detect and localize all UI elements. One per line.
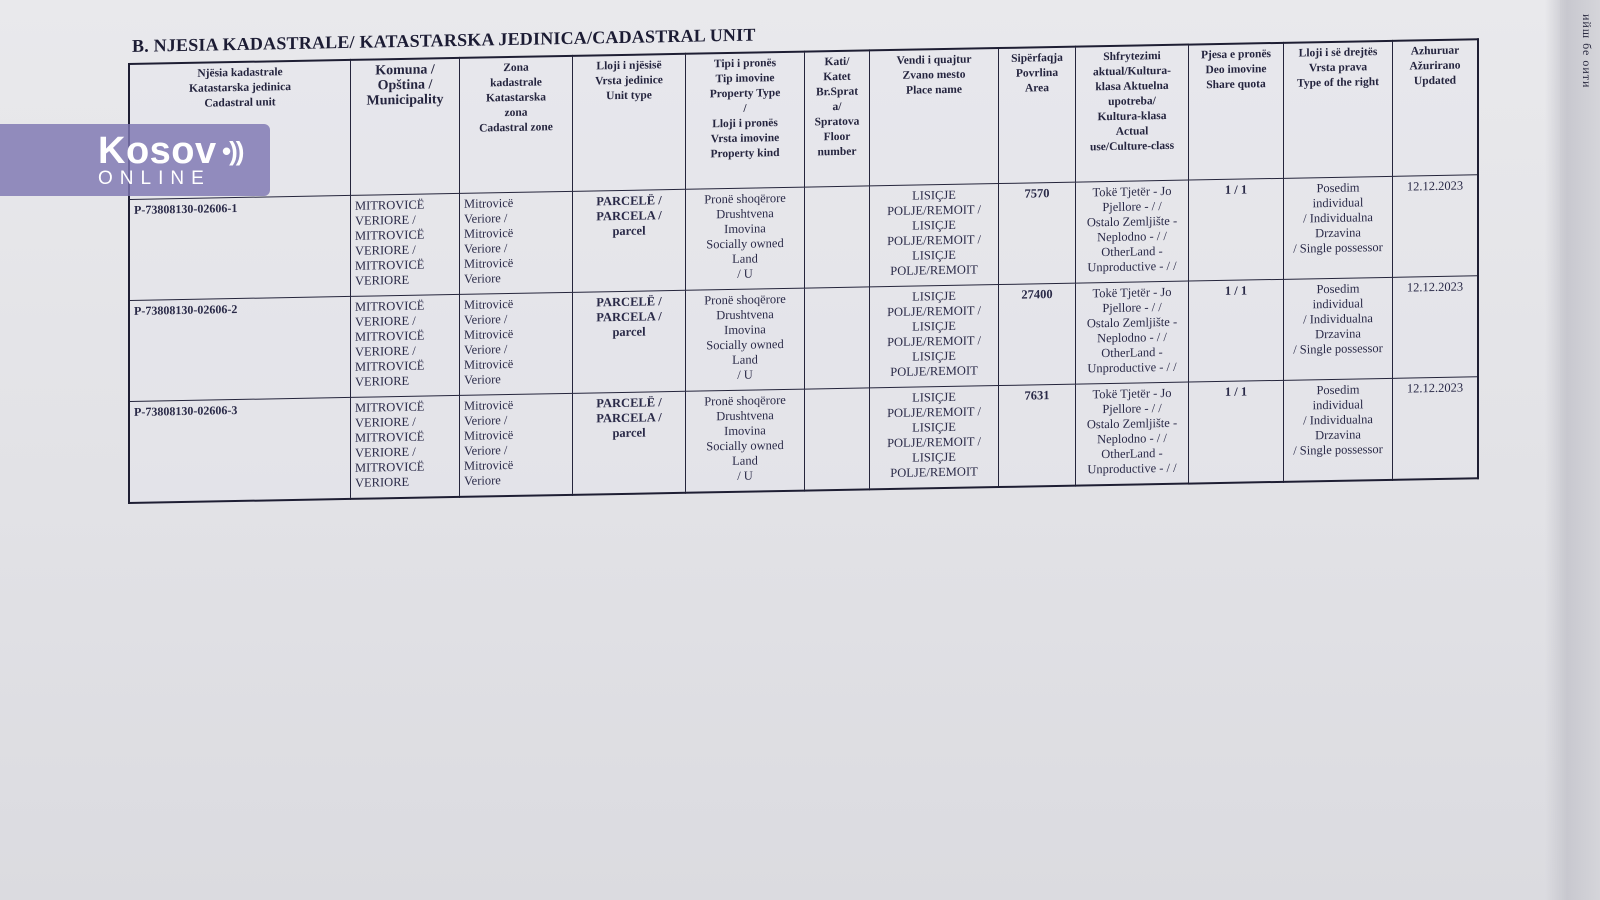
cell-line: POLJE/REMOIT / xyxy=(887,434,981,451)
header-line: Zvano mesto xyxy=(902,68,966,82)
cell-line: Drushtvena xyxy=(716,206,774,222)
header-line: Share quota xyxy=(1206,78,1266,92)
cell-right-type xyxy=(1284,277,1393,380)
cell-place-name xyxy=(870,386,999,490)
cell-line: PARCELA / xyxy=(596,410,662,426)
header-line: Updated xyxy=(1413,74,1457,88)
header-line: klasa Aktuelna xyxy=(1095,79,1169,94)
cell-line: MITROVICË xyxy=(355,328,425,344)
cell-line: LISIÇJE xyxy=(912,187,956,203)
section-title: B. NJESIA KADASTRALE/ KATASTARSKA JEDINICA/CADASTRAL UNIT xyxy=(132,24,756,56)
cell-line: PARCELË / xyxy=(596,294,662,310)
cell-line: POLJE/REMOIT / xyxy=(887,333,981,350)
cell-line: Imovina xyxy=(724,221,766,237)
cell-line: Tokë Tjetër - Jo xyxy=(1092,183,1172,200)
cell-line: Socially owned xyxy=(706,235,784,252)
cell-line: parcel xyxy=(612,223,646,239)
cell-line: VERIORE / xyxy=(355,242,416,258)
broadcast-icon: •)) xyxy=(222,136,243,166)
cell-line: VERIORE xyxy=(355,474,410,490)
header-line: Shfrytezimi xyxy=(1103,50,1161,64)
cell-line: Ostalo Zemljište - xyxy=(1086,415,1178,432)
cell-property-type xyxy=(686,389,805,493)
cell-line: VERIORE / xyxy=(355,212,416,228)
header-floor-number xyxy=(805,50,870,187)
cell-share-quota: 1 / 1 xyxy=(1189,279,1284,382)
cell-line: Pjellore - / / xyxy=(1102,401,1162,417)
cell-line: Ostalo Zemljište - xyxy=(1086,314,1178,331)
cell-line: Veriore xyxy=(464,372,501,387)
cadastral-document xyxy=(128,11,1479,504)
cell-municipality xyxy=(351,193,460,296)
cell-zone xyxy=(460,292,573,395)
cell-municipality xyxy=(351,395,460,498)
cell-line: / Individualna xyxy=(1303,311,1373,327)
cell-line: / Individualna xyxy=(1303,210,1373,226)
cell-line: Veriore / xyxy=(464,312,508,327)
cell-line: MITROVICË xyxy=(355,399,425,415)
cell-line: Mitrovicë xyxy=(464,397,514,413)
header-line: Kultura-klasa xyxy=(1097,109,1167,124)
header-line: Katastarska xyxy=(485,91,547,105)
cell-line: Drzavina xyxy=(1315,326,1361,342)
header-line: Floor xyxy=(823,130,851,144)
header-unit-type xyxy=(573,54,686,192)
cell-line: Mitrovicë xyxy=(464,225,514,241)
header-line: Katastarska jedinica xyxy=(189,81,291,95)
cell-line: Socially owned xyxy=(706,336,784,353)
cell-line: Mitrovicë xyxy=(464,296,514,312)
header-line: zona xyxy=(504,106,528,120)
header-line: kadastrale xyxy=(490,76,542,90)
cell-line: Unproductive - / / xyxy=(1087,460,1177,477)
next-page-edge xyxy=(1545,0,1600,900)
cell-line: Veriore xyxy=(464,271,501,286)
cell-line: PARCELË / xyxy=(596,395,662,411)
cell-line: VERIORE / xyxy=(355,343,416,359)
cell-zone xyxy=(460,393,573,497)
cell-share-quota: 1 / 1 xyxy=(1189,178,1284,281)
cell-line: Mitrovicë xyxy=(464,356,514,372)
header-line: Vrsta prava xyxy=(1308,61,1368,75)
cell-line: VERIORE / xyxy=(355,313,416,329)
cell-line: parcel xyxy=(612,324,646,340)
cell-line: Mitrovicë xyxy=(464,457,514,473)
cell-line: Posedim xyxy=(1316,281,1360,297)
header-line: Type of the right xyxy=(1297,76,1379,90)
cell-line: POLJE/REMOIT xyxy=(890,262,978,279)
cell-line: individual xyxy=(1312,397,1364,413)
cell-unit-type xyxy=(573,290,686,393)
cell-line: / Single possessor xyxy=(1293,341,1383,357)
cell-line: Pronë shoqërore xyxy=(704,190,786,207)
cell-area: 7631 xyxy=(999,384,1076,487)
header-line: Area xyxy=(1024,82,1050,95)
cell-line: Imovina xyxy=(724,322,766,338)
cell-share-quota: 1 / 1 xyxy=(1189,380,1284,483)
cell-line: / U xyxy=(737,266,753,281)
cell-right-type xyxy=(1284,176,1393,279)
cell-line: LISIÇJE xyxy=(912,389,956,405)
cell-line: Land xyxy=(732,251,758,266)
header-place-name xyxy=(870,48,999,186)
header-line: Cadastral unit xyxy=(204,96,276,110)
cell-actual-use xyxy=(1076,180,1189,283)
header-line: Katet xyxy=(823,70,851,84)
cell-floor xyxy=(805,388,870,491)
cell-line: Pjellore - / / xyxy=(1102,199,1162,215)
header-line: Pjesa e pronës xyxy=(1200,48,1272,62)
cell-line: Pjellore - / / xyxy=(1102,300,1162,316)
header-actual-use xyxy=(1076,45,1189,183)
cell-line: / Single possessor xyxy=(1293,442,1383,458)
cell-line: OtherLand - xyxy=(1101,446,1163,462)
header-line: Zona xyxy=(503,61,529,75)
table-header-row xyxy=(129,39,1478,199)
cell-line: Veriore xyxy=(464,473,501,488)
cell-place-name xyxy=(870,285,999,388)
cell-line: Land xyxy=(732,453,758,468)
cell-line: Mitrovicë xyxy=(464,255,514,271)
header-property-type xyxy=(686,52,805,190)
header-line: Opština / xyxy=(377,77,433,94)
cell-line: Pronë shoqërore xyxy=(704,392,786,409)
cell-line: Drushtvena xyxy=(716,307,774,323)
cell-actual-use xyxy=(1076,382,1189,486)
cell-line: Drzavina xyxy=(1315,225,1361,241)
cell-line: Mitrovicë xyxy=(464,326,514,342)
cell-line: LISIÇJE xyxy=(912,419,956,435)
cell-actual-use xyxy=(1076,281,1189,384)
cell-line: LISIÇJE xyxy=(912,288,956,304)
cell-line: POLJE/REMOIT xyxy=(890,464,978,481)
header-line: Povrlina xyxy=(1015,66,1059,80)
header-line: Deo imovine xyxy=(1205,63,1267,77)
cell-line: VERIORE xyxy=(355,272,410,288)
cell-unit-id: P-73808130-02606-3 xyxy=(129,397,351,503)
cell-line: Veriore / xyxy=(464,413,508,428)
header-line: Unit type xyxy=(606,89,652,103)
header-municipality xyxy=(351,58,460,195)
header-right-type xyxy=(1284,41,1393,178)
header-line: Vrsta jedinice xyxy=(595,74,663,88)
cell-line: MITROVICË xyxy=(355,459,425,475)
cell-line: MITROVICË xyxy=(355,429,425,445)
cell-line: parcel xyxy=(612,425,646,441)
header-line: Actual xyxy=(1115,125,1149,138)
cell-line: Veriore / xyxy=(464,241,508,256)
cell-line: OtherLand - xyxy=(1101,345,1163,361)
cell-unit-type xyxy=(573,189,686,292)
cell-line: Neplodno - / / xyxy=(1097,329,1167,346)
cell-line: / Individualna xyxy=(1303,412,1373,428)
header-line: Place name xyxy=(906,83,962,97)
cell-line: / Single possessor xyxy=(1293,240,1383,256)
cell-line: Veriore / xyxy=(464,443,508,458)
header-line: Br.Sprat xyxy=(815,85,859,99)
cell-line: MITROVICË xyxy=(355,227,425,243)
cell-line: Posedim xyxy=(1316,180,1360,196)
cell-line: POLJE/REMOIT / xyxy=(887,202,981,219)
cell-line: PARCELA / xyxy=(596,208,662,224)
cell-property-type xyxy=(686,288,805,391)
header-line: Sipërfaqja xyxy=(1011,51,1063,65)
header-line: a/ xyxy=(832,100,842,114)
cell-line: POLJE/REMOIT / xyxy=(887,232,981,249)
next-page-edge-text: ийш бе оити xyxy=(1580,14,1594,89)
cell-line: POLJE/REMOIT / xyxy=(887,404,981,421)
cell-zone xyxy=(460,191,573,294)
cell-line: Mitrovicë xyxy=(464,427,514,443)
header-line: Vendi i quajtur xyxy=(896,53,972,67)
cell-line: Unproductive - / / xyxy=(1087,258,1177,275)
cell-line: Neplodno - / / xyxy=(1097,430,1167,447)
cell-line: Mitrovicë xyxy=(464,195,514,211)
cell-updated: 12.12.2023 xyxy=(1393,175,1479,278)
logo-name: Kosov xyxy=(98,130,217,172)
cell-line: Pronë shoqërore xyxy=(704,291,786,308)
header-line: / xyxy=(743,102,747,115)
header-line: Cadastral zone xyxy=(479,121,553,135)
cell-unit-type xyxy=(573,391,686,495)
cell-line: Unproductive - / / xyxy=(1087,359,1177,376)
cell-property-type xyxy=(686,187,805,290)
header-line: Municipality xyxy=(366,92,444,109)
cell-line: / U xyxy=(737,367,753,382)
header-share-quota xyxy=(1189,43,1284,180)
kosovo-online-logo xyxy=(0,124,270,196)
cell-line: MITROVICË xyxy=(355,257,425,273)
cell-line: Imovina xyxy=(724,423,766,439)
cell-updated: 12.12.2023 xyxy=(1393,377,1479,480)
cell-line: POLJE/REMOIT / xyxy=(887,303,981,320)
cell-line: VERIORE / xyxy=(355,444,416,460)
cell-line: MITROVICË xyxy=(355,358,425,374)
cell-unit-id: P-73808130-02606-2 xyxy=(129,296,351,401)
header-line: aktual/Kultura- xyxy=(1093,64,1171,79)
header-line: Komuna / xyxy=(375,62,435,79)
cell-line: Posedim xyxy=(1316,382,1360,398)
cell-line: Veriore / xyxy=(464,342,508,357)
header-updated xyxy=(1393,39,1479,176)
cell-right-type xyxy=(1284,378,1393,481)
cell-line: LISIÇJE xyxy=(912,247,956,263)
header-line: number xyxy=(817,145,857,159)
header-line: Kati/ xyxy=(824,55,850,69)
header-line: Tip imovine xyxy=(715,72,775,86)
cell-line: LISIÇJE xyxy=(912,318,956,334)
header-area xyxy=(999,47,1076,184)
header-line: Vrsta imovine xyxy=(710,132,780,146)
logo-subtitle: ONLINE xyxy=(98,168,211,189)
cell-line: POLJE/REMOIT xyxy=(890,363,978,380)
cell-floor xyxy=(805,186,870,288)
cell-line: MITROVICË xyxy=(355,197,425,213)
cell-line: LISIÇJE xyxy=(912,348,956,364)
cell-line: Ostalo Zemljište - xyxy=(1086,213,1178,230)
cell-line: Drushtvena xyxy=(716,408,774,424)
cell-line: Drzavina xyxy=(1315,427,1361,443)
header-line: Lloji i së drejtës xyxy=(1298,46,1378,60)
header-line: Lloji i njësisë xyxy=(596,59,662,73)
header-line: Azhuruar xyxy=(1410,44,1460,58)
cell-line: Veriore / xyxy=(464,211,508,226)
cell-line: Tokë Tjetër - Jo xyxy=(1092,385,1172,402)
header-line: upotreba/ xyxy=(1108,95,1156,109)
cell-municipality xyxy=(351,294,460,397)
header-line: Spratova xyxy=(814,115,860,129)
cell-line: Socially owned xyxy=(706,437,784,454)
cell-line: LISIÇJE xyxy=(912,449,956,465)
header-line: Njësia kadastrale xyxy=(197,66,283,80)
cell-area: 27400 xyxy=(999,283,1076,385)
header-line: Ažurirano xyxy=(1409,59,1461,73)
cell-line: individual xyxy=(1312,195,1364,211)
header-line: use/Culture-class xyxy=(1089,139,1175,154)
cell-line: OtherLand - xyxy=(1101,244,1163,260)
cell-area: 7570 xyxy=(999,182,1076,284)
cell-line: PARCELA / xyxy=(596,309,662,325)
cell-updated: 12.12.2023 xyxy=(1393,276,1479,379)
header-line: Tipi i pronës xyxy=(713,57,777,71)
cell-line: / U xyxy=(737,468,753,483)
cell-line: Tokë Tjetër - Jo xyxy=(1092,284,1172,301)
cell-line: Land xyxy=(732,352,758,367)
cell-line: VERIORE xyxy=(355,373,410,389)
header-line: Property kind xyxy=(710,147,780,161)
header-line: Lloji i pronës xyxy=(712,117,778,131)
cell-line: VERIORE / xyxy=(355,414,416,430)
cell-line: LISIÇJE xyxy=(912,217,956,233)
cell-unit-id: P-73808130-02606-1 xyxy=(129,195,351,300)
cadastral-unit-table xyxy=(128,38,1479,504)
cell-line: individual xyxy=(1312,296,1364,312)
cell-line: PARCELË / xyxy=(596,193,662,209)
cell-line: MITROVICË xyxy=(355,298,425,314)
cell-place-name xyxy=(870,184,999,287)
cell-floor xyxy=(805,287,870,389)
cell-line: Neplodno - / / xyxy=(1097,228,1167,245)
header-line: Property Type xyxy=(709,87,781,101)
header-cadastral-zone xyxy=(460,56,573,194)
